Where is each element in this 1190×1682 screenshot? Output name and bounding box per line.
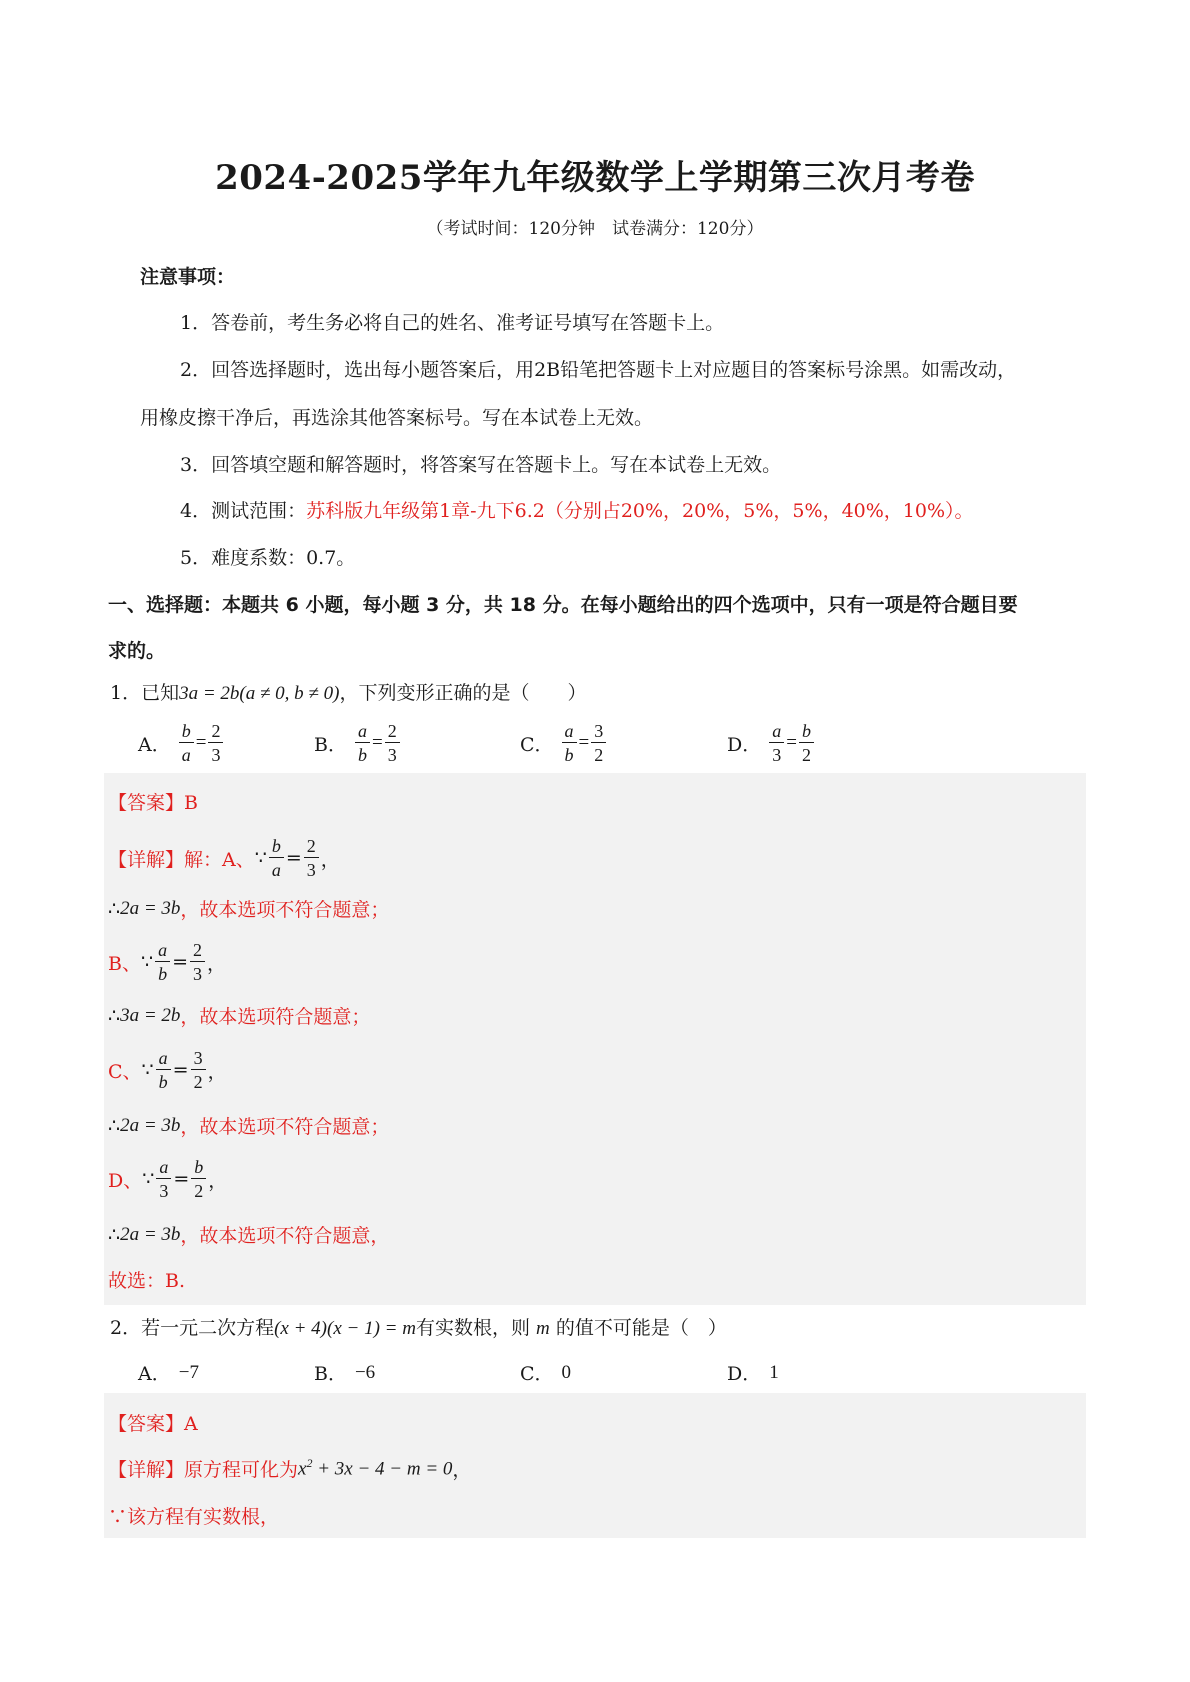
notice-item-2b: 用橡皮擦干净后，再选涂其他答案标号。写在本试卷上无效。 bbox=[140, 407, 654, 429]
q1-answer: 【答案】B bbox=[108, 792, 198, 814]
q1-detail-b: B、 ∵ $\frac{a}{b}$ = $\frac{2}{3}$ ， bbox=[108, 940, 226, 984]
exam-subtitle: （考试时间：120分钟 试卷满分：120分） bbox=[426, 219, 764, 239]
section-heading-b: 求的。 bbox=[108, 640, 166, 662]
notice-item-5: 5．难度系数：0.7。 bbox=[180, 547, 356, 569]
q2-option-b: B． −6 bbox=[314, 1361, 376, 1385]
q1-detail-d: D、 ∵ $\frac{a}{3}$ = $\frac{b}{2}$ ， bbox=[108, 1157, 228, 1201]
fraction: $\frac{b}{a}$ bbox=[269, 837, 284, 879]
q1-detail-a: 【详解】解：A、 ∵ $\frac{b}{a}$ = $\frac{2}{3}$ ， bbox=[108, 836, 340, 880]
q1-option-d: D． $\frac{a}{3}$ = $\frac{b}{2}$ bbox=[727, 718, 816, 768]
q2-because-line: ∵该方程有实数根， bbox=[108, 1506, 280, 1528]
notice-heading: 注意事项： bbox=[140, 266, 236, 288]
notice-item-4-label: 4．测试范围： bbox=[180, 500, 307, 522]
q2-option-a: A． −7 bbox=[138, 1361, 199, 1385]
q1-detail-c: C、 ∵ $\frac{a}{b}$ = $\frac{3}{2}$ ， bbox=[108, 1048, 227, 1092]
notice-item-1: 1．答卷前，考生务必将自己的姓名、准考证号填写在答题卡上。 bbox=[180, 312, 725, 334]
notice-item-4-value: 苏科版九年级第1章-九下6.2（分别占20%，20%，5%，5%，40%，10%）。 bbox=[306, 500, 974, 522]
notice-item-4 bbox=[180, 496, 974, 523]
q1-option-c: C． $\frac{a}{b}$ = $\frac{3}{2}$ bbox=[520, 718, 608, 768]
q1-option-a: A． $\frac{b}{a}$ = $\frac{2}{3}$ bbox=[138, 718, 225, 768]
q2-option-c: C． 0 bbox=[520, 1361, 572, 1385]
q1-conclusion: 故选：B. bbox=[108, 1270, 186, 1292]
question-2: 2．若一元二次方程(x + 4)(x − 1) = m有实数根，则 m 的值不可能是（ ） bbox=[110, 1317, 727, 1339]
q1-condition: 3a = 2b(a ≠ 0, b ≠ 0) bbox=[179, 683, 340, 704]
q1-option-b: B． $\frac{a}{b}$ = $\frac{2}{3}$ bbox=[314, 718, 402, 768]
question-1: 1．已知3a = 2b(a ≠ 0, b ≠ 0)，下列变形正确的是（ ） bbox=[110, 682, 587, 704]
notice-item-2a: 2．回答选择题时，选出每小题答案后，用2B铅笔把答题卡上对应题目的答案标号涂黑。如需改动， bbox=[180, 359, 1017, 381]
q2-detail: 【详解】原方程可化为 $x^2 + 3x - 4 - m = 0$ ， bbox=[108, 1456, 472, 1481]
page-title: 2024-2025学年九年级数学上学期第三次月考卷 bbox=[215, 158, 975, 198]
notice-item-3: 3．回答填空题和解答题时，将答案写在答题卡上。写在本试卷上无效。 bbox=[180, 454, 782, 476]
fraction: $\frac{2}{3}$ bbox=[304, 837, 319, 879]
q2-answer: 【答案】A bbox=[108, 1413, 198, 1435]
q2-option-d: D． 1 bbox=[727, 1361, 779, 1385]
section-heading-a: 一、选择题：本题共 6 小题，每小题 3 分，共 18 分。在每小题给出的四个选项中，只有一项是符合题目要 bbox=[108, 594, 1018, 616]
q1-line-d-result: ∴ 2a = 3b ，故本选项不符合题意， bbox=[108, 1223, 390, 1247]
q2-equation: (x + 4)(x − 1) = m bbox=[274, 1318, 416, 1339]
q1-line-a-result: ∴ 2a = 3b ，故本选项不符合题意； bbox=[108, 897, 390, 921]
q1-line-c-result: ∴ 2a = 3b ，故本选项不符合题意； bbox=[108, 1114, 390, 1138]
q1-line-b-result: ∴ 3a = 2b ，故本选项符合题意； bbox=[108, 1004, 371, 1028]
